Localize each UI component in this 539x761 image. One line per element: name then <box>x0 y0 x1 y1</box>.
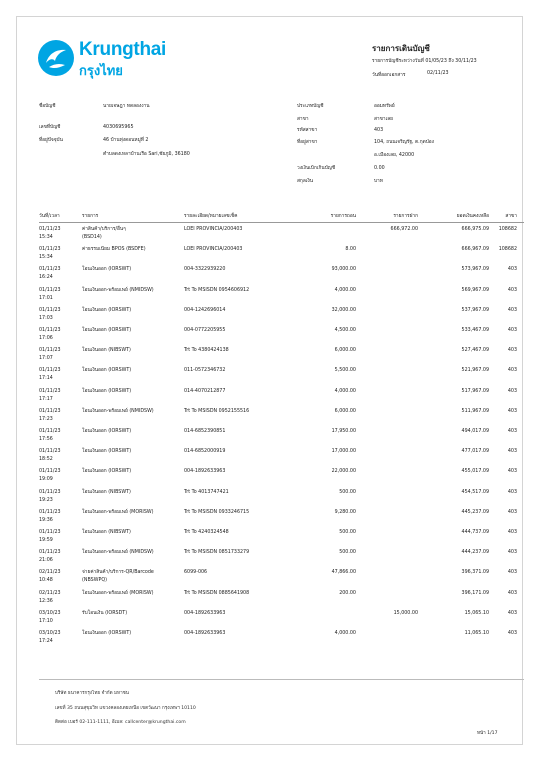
row-description: โอนเงินออก (IORSWT) <box>82 267 132 273</box>
row-withdraw: 6,000.00 <box>334 408 356 414</box>
row-withdraw: 200.00 <box>339 590 356 596</box>
row-time: 15:34 <box>39 255 53 261</box>
footer-contact: ติดต่อ เบอร์ 02-111-1111, อีเมล: callcenter@krungthai.com <box>55 720 186 725</box>
row-balance: 517,967.09 <box>461 388 489 394</box>
row-time: 21:06 <box>39 558 53 564</box>
row-branch: 403 <box>507 489 517 495</box>
row-detail: 004-1242696014 <box>184 307 226 313</box>
row-description: โอนเงินออก (IORSWT) <box>82 368 132 374</box>
row-branch: 403 <box>507 449 517 455</box>
row-time: 17:14 <box>39 376 53 382</box>
row-withdraw: 32,000.00 <box>331 307 356 313</box>
row-balance: 494,017.09 <box>461 429 489 434</box>
row-detail: 6099-006 <box>184 570 208 576</box>
row-branch: 403 <box>507 550 517 556</box>
row-balance: 533,467.09 <box>461 328 489 333</box>
row-detail: 004-1892633963 <box>184 631 226 636</box>
account-name-value: นายเจษฎา ทดลองงาน <box>103 104 150 109</box>
row-deposit: 666,972.00 <box>390 227 418 232</box>
row-time: 10:48 <box>39 578 53 584</box>
row-branch: 108682 <box>498 227 517 232</box>
row-description: โอนเงินออก (NIBSWT) <box>82 530 131 535</box>
row-balance: 537,967.09 <box>461 307 489 313</box>
row-date: 01/11/23 <box>39 368 61 374</box>
row-balance: 11,065.10 <box>464 631 489 636</box>
issue-date-label: วันที่ออกเอกสาร <box>372 73 406 78</box>
row-withdraw: 4,000.00 <box>334 631 356 636</box>
header-divider <box>39 222 524 223</box>
row-balance: 445,237.09 <box>461 509 489 515</box>
row-branch: 403 <box>507 590 517 596</box>
row-withdraw: 47,866.00 <box>331 570 356 576</box>
row-branch: 403 <box>507 307 517 313</box>
row-withdraw: 4,000.00 <box>334 388 356 394</box>
branch-address-line-1: 104, ถนนเจริญรัฐ, ต.กุดป่อง <box>374 140 434 145</box>
row-description: โอนเงินออก (NIBSWT) <box>82 489 131 495</box>
row-description: โอนเงินออก (IORSWT) <box>82 328 132 333</box>
row-date: 01/11/23 <box>39 328 61 333</box>
address-line-2: ตำบลดงเหลาบ้านเรือ Sari,ชัยภูมิ, 36180 <box>103 152 190 157</box>
account-number-label: เลขที่บัญชี <box>39 125 61 130</box>
row-time: 17:23 <box>39 416 53 422</box>
row-time: 17:01 <box>39 295 53 301</box>
row-date: 01/11/23 <box>39 287 61 293</box>
footer-company: บริษัท ธนาคารกรุงไทย จำกัด มหาชน <box>55 691 129 696</box>
row-detail: 004-1892633963 <box>184 610 226 616</box>
row-time: 19:36 <box>39 517 53 523</box>
row-balance: 396,371.09 <box>461 570 489 576</box>
account-type-value: ออมทรัพย์ <box>374 104 395 109</box>
header-description: รายการ <box>82 214 99 219</box>
row-date: 01/11/23 <box>39 408 61 414</box>
branch-label: สาขา <box>297 117 309 122</box>
row-branch: 403 <box>507 429 517 434</box>
header-detail: รายละเอียด/หมายเลขเช็ค <box>184 214 238 219</box>
row-branch: 403 <box>507 509 517 515</box>
branch-code-value: 403 <box>374 128 384 133</box>
row-date: 01/11/23 <box>39 469 61 475</box>
row-detail: LOEI PROVINCIA/200403 <box>184 247 243 253</box>
row-balance: 455,017.09 <box>461 469 489 475</box>
issue-date-row <box>372 71 449 79</box>
row-date: 03/10/23 <box>39 610 61 616</box>
row-description: โอนเงินออก (IORSWT) <box>82 307 132 313</box>
row-branch: 403 <box>507 287 517 293</box>
row-description: โอนเงินออก (IORSWT) <box>82 631 132 636</box>
row-withdraw: 17,950.00 <box>331 429 356 434</box>
row-detail: 011-0572346732 <box>184 368 226 374</box>
row-description: ค่าสินค้า/บริการ/อื่นๆ <box>82 227 126 232</box>
row-date: 01/11/23 <box>39 267 61 273</box>
row-detail: Trt To MSISDN 0954606912 <box>184 287 250 293</box>
row-withdraw: 17,000.00 <box>331 449 356 455</box>
header-balance: ยอดเงินคงเหลือ <box>456 214 489 219</box>
row-date: 01/11/23 <box>39 449 61 455</box>
row-branch: 403 <box>507 388 517 394</box>
row-date: 01/11/23 <box>39 550 61 556</box>
row-withdraw: 93,000.00 <box>331 267 356 273</box>
row-description: โอนเงินออก-พร้อมเพย์ (MORISW) <box>82 509 154 515</box>
row-description: โอนเงินออก (IORSWT) <box>82 449 132 455</box>
row-detail: Trt To 4240324548 <box>184 530 229 535</box>
row-withdraw: 4,500.00 <box>334 328 356 333</box>
row-balance: 666,975.09 <box>461 227 489 232</box>
row-balance: 666,967.09 <box>461 247 489 253</box>
row-balance: 444,237.09 <box>461 550 489 556</box>
row-description: โอนเงินออก-พร้อมเพย์ (NMIDSW) <box>82 550 154 556</box>
row-time: 17:56 <box>39 437 53 442</box>
row-branch: 403 <box>507 408 517 414</box>
currency-value: บาท <box>374 179 383 184</box>
account-number-value: 4030695965 <box>103 125 134 130</box>
row-date: 01/11/23 <box>39 489 61 495</box>
row-branch: 108682 <box>498 247 517 253</box>
row-withdraw: 4,000.00 <box>334 287 356 293</box>
row-detail: 004-1892633963 <box>184 469 226 475</box>
row-description: รับโอนเงิน (IORSDT) <box>82 610 128 616</box>
row-balance: 521,967.09 <box>461 368 489 374</box>
row-branch: 403 <box>507 610 517 616</box>
row-date: 01/11/23 <box>39 307 61 313</box>
row-detail: 014-6852000919 <box>184 449 226 455</box>
row-withdraw: 6,000.00 <box>334 348 356 354</box>
branch-value: สาขาเลย <box>374 117 393 122</box>
row-branch: 403 <box>507 631 517 636</box>
row-branch: 403 <box>507 469 517 475</box>
row-date: 01/11/23 <box>39 348 61 354</box>
row-time: 17:17 <box>39 396 53 402</box>
row-date: 01/11/23 <box>39 509 61 515</box>
overdraft-value: 0.00 <box>374 166 385 171</box>
row-date: 02/11/23 <box>39 590 61 596</box>
document-title: รายการเดินบัญชี <box>372 44 430 53</box>
row-date: 03/10/23 <box>39 631 61 636</box>
row-branch: 403 <box>507 267 517 273</box>
row-date: 01/11/23 <box>39 247 61 253</box>
row-description: โอนเงินออก (IORSWT) <box>82 469 132 475</box>
row-description: โอนเงินออก-พร้อมเพย์ (NMIDSW) <box>82 287 154 293</box>
row-date: 01/11/23 <box>39 227 61 232</box>
statement-period: รายการบัญชีระหว่างวันที่ 01/05/23 ถึง 30/11/23 <box>372 59 477 64</box>
currency-label: สกุลเงิน <box>297 179 314 184</box>
issue-date-value: 02/11/23 <box>427 71 449 76</box>
row-detail: Trt To MSISDN 0851733279 <box>184 550 250 556</box>
row-withdraw: 500.00 <box>339 530 356 535</box>
account-name-label: ชื่อบัญชี <box>39 104 56 109</box>
row-description: โอนเงินออก-พร้อมเพย์ (NMIDSW) <box>82 408 154 414</box>
footer-divider <box>39 679 524 680</box>
row-description: โอนเงินออก (NIBSWT) <box>82 348 131 354</box>
row-time: 15:34 <box>39 235 53 240</box>
row-time: 19:59 <box>39 538 53 543</box>
row-balance: 454,517.09 <box>461 489 489 495</box>
row-detail: 004-3322939220 <box>184 267 226 273</box>
header-withdraw: รายการถอน <box>330 214 356 219</box>
row-withdraw: 500.00 <box>339 550 356 556</box>
row-balance: 396,171.09 <box>461 590 489 596</box>
header-deposit: รายการฝาก <box>393 214 418 219</box>
row-balance: 15,065.10 <box>464 610 489 616</box>
row-time: 17:06 <box>39 336 53 341</box>
row-detail: LOEI PROVINCIA/200403 <box>184 227 243 232</box>
row-detail: Trt To 4013747421 <box>184 489 229 495</box>
page-number: หน้า 1/17 <box>477 731 498 736</box>
row-withdraw: 9,280.00 <box>334 509 356 515</box>
row-detail: 014-4070212877 <box>184 388 226 394</box>
row-detail: 004-0772205955 <box>184 328 226 333</box>
row-balance: 444,737.09 <box>461 530 489 535</box>
row-detail: Trt To MSISDN 0885641908 <box>184 590 250 596</box>
row-time: 17:24 <box>39 639 53 644</box>
footer-address: เลขที่ 35 ถนนสุขุมวิท แขวงคลองเตยเหนือ เขตวัฒนา กรุงเทพฯ 10110 <box>55 706 196 711</box>
row-balance: 527,467.09 <box>461 348 489 354</box>
row-time: 16:24 <box>39 275 53 281</box>
row-date: 01/11/23 <box>39 429 61 434</box>
row-description: จ่ายค่าสินค้า/บริการ-QR/Barcode <box>82 570 154 576</box>
row-time: 19:09 <box>39 477 53 483</box>
row-time: 19:23 <box>39 497 53 503</box>
row-time: 17:03 <box>39 315 53 321</box>
header-date: วันที่/เวลา <box>39 214 60 219</box>
branch-code-label: รหัสสาขา <box>297 128 318 133</box>
statement-page <box>16 16 523 745</box>
row-description-code: (NBSWPQ) <box>82 578 107 584</box>
brand-name-en: Krungthai <box>79 39 167 60</box>
row-withdraw: 8.00 <box>345 247 356 253</box>
row-balance: 569,967.09 <box>461 287 489 293</box>
row-description: ค่าธรรมเนียม BPOS (BSDFE) <box>82 247 146 253</box>
row-description-code: (BSD14) <box>82 235 102 240</box>
address-line-1: 46 บ้านทุ่งดอนหมู่ที่ 2 <box>103 138 149 143</box>
header-branch: สาขา <box>505 214 517 219</box>
row-withdraw: 22,000.00 <box>331 469 356 475</box>
row-balance: 573,967.09 <box>461 267 489 273</box>
row-time: 17:07 <box>39 356 53 362</box>
address-label: ที่อยู่ปัจจุบัน <box>39 138 63 143</box>
krungthai-bird-icon <box>37 39 75 77</box>
account-type-label: ประเภทบัญชี <box>297 104 324 109</box>
row-detail: Trt To MSISDN 0952155516 <box>184 408 250 414</box>
row-description: โอนเงินออก (IORSWT) <box>82 388 132 394</box>
row-branch: 403 <box>507 530 517 535</box>
row-time: 18:52 <box>39 457 53 463</box>
row-time: 12:36 <box>39 598 53 604</box>
row-branch: 403 <box>507 368 517 374</box>
row-detail: Trt To MSISDN 0933246715 <box>184 509 250 515</box>
row-balance: 511,967.09 <box>461 408 489 414</box>
row-detail: 014-6852390851 <box>184 429 226 434</box>
overdraft-label: วงเงินเบิกเกินบัญชี <box>297 166 336 171</box>
row-detail: Trt To 4380424138 <box>184 348 229 354</box>
row-date: 01/11/23 <box>39 530 61 535</box>
branch-address-label: ที่อยู่สาขา <box>297 140 318 145</box>
row-deposit: 15,000.00 <box>393 610 418 616</box>
row-time: 17:10 <box>39 618 53 624</box>
row-branch: 403 <box>507 328 517 333</box>
row-date: 01/11/23 <box>39 388 61 394</box>
branch-address-line-2: อ.เมืองเลย, 42000 <box>374 153 415 158</box>
row-branch: 403 <box>507 570 517 576</box>
row-withdraw: 5,500.00 <box>334 368 356 374</box>
row-branch: 403 <box>507 348 517 354</box>
row-date: 02/11/23 <box>39 570 61 576</box>
row-description: โอนเงินออก (IORSWT) <box>82 429 132 434</box>
row-balance: 477,017.09 <box>461 449 489 455</box>
row-withdraw: 500.00 <box>339 489 356 495</box>
row-description: โอนเงินออก-พร้อมเพย์ (MORISW) <box>82 590 154 596</box>
brand-name-th: กรุงไทย <box>79 63 123 78</box>
